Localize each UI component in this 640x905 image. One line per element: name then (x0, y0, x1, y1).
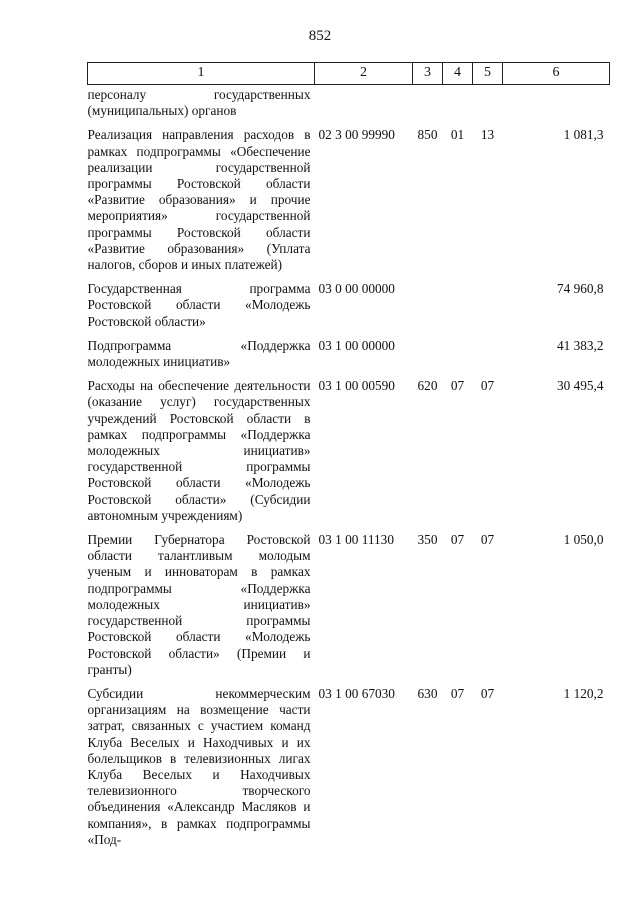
expense-name-cell: Реализация направления расходов в рамках подпрограммы «Обеспечение реализации государственной программы Ростовской области «Развитие образования» и прочие мероприятия» государственной программы Ростовской области «Развитие образования» (Уплата налогов, сборов и иных платежей) (87, 127, 311, 273)
column-header: 6 (503, 63, 610, 85)
amount-cell: 1 120,2 (563, 685, 604, 701)
column-header: 2 (315, 63, 413, 85)
expense-type-cell: 620 (417, 378, 438, 394)
section-cell (443, 338, 473, 378)
section-cell: 07 (450, 378, 465, 394)
subsection-cell: 07 (480, 378, 495, 394)
table-row (88, 378, 610, 532)
table-header-row (88, 63, 610, 85)
target-code-cell: 03 0 00 00000 (318, 281, 395, 297)
column-header: 3 (413, 63, 443, 85)
section-cell: 07 (450, 685, 465, 701)
section-cell: 01 (450, 127, 465, 143)
expense-name-cell: персоналу государственных (муниципальных) органов (87, 87, 311, 119)
subsection-cell (473, 85, 503, 128)
expense-type-cell (413, 85, 443, 128)
expense-name-cell: Субсидии некоммерческим организациям на возмещение части затрат, связанных с участием команд Клуба Веселых и Находчивых и их болельщиков в телевизионных лигах Клуба Веселых и Находчивых телевизионного творческого объединения «Александр Масляков и компания», в рамках подпрограммы «Под- (87, 685, 311, 847)
expense-type-cell: 350 (417, 532, 438, 548)
page-number: 852 (308, 28, 332, 44)
budget-table (87, 62, 610, 856)
target-code-cell: 03 1 00 00000 (318, 337, 395, 353)
target-code-cell (315, 85, 413, 128)
subsection-cell (473, 338, 503, 378)
expense-type-cell (413, 281, 443, 338)
table-row (88, 281, 610, 338)
table-row (88, 532, 610, 686)
section-cell (443, 281, 473, 338)
subsection-cell: 07 (480, 685, 495, 701)
table-row (88, 85, 610, 128)
subsection-cell (473, 281, 503, 338)
expense-name-cell: Государственная программа Ростовской области «Молодежь Ростовской области» (87, 281, 311, 329)
target-code-cell: 02 3 00 99990 (318, 127, 395, 143)
target-code-cell: 03 1 00 67030 (318, 685, 395, 701)
amount-cell: 74 960,8 (556, 281, 604, 297)
expense-name-cell: Премии Губернатора Ростовской области талантливым молодым ученым и инноваторам в рамках подпрограммы «Поддержка молодежных инициатив» государственной программы Ростовской области «Молодежь Ростовской области» (Премии и гранты) (87, 532, 311, 677)
amount-cell: 30 495,4 (556, 378, 604, 394)
amount-cell: 41 383,2 (556, 337, 604, 353)
section-cell: 07 (450, 532, 465, 548)
table-row (88, 127, 610, 281)
amount-cell: 1 081,3 (563, 127, 604, 143)
target-code-cell: 03 1 00 11130 (318, 532, 394, 548)
expense-name-cell: Подпрограмма «Поддержка молодежных инициатив» (87, 337, 311, 370)
subsection-cell: 07 (480, 532, 495, 548)
target-code-cell: 03 1 00 00590 (318, 378, 395, 394)
table-row (88, 338, 610, 378)
amount-cell: 1 050,0 (563, 532, 604, 548)
expense-name-cell: Расходы на обеспечение деятельности (оказание услуг) государственных учреждений Ростовской области в рамках подпрограммы «Поддержка молодежных инициатив» государственной программы Ростовской области «Молодежь Ростовской области» (Субсидии автономным учреждениям) (87, 378, 311, 523)
section-cell (443, 85, 473, 128)
expense-type-cell (413, 338, 443, 378)
expense-type-cell: 850 (417, 127, 438, 143)
column-header: 1 (88, 63, 315, 85)
amount-cell (503, 85, 610, 128)
table-row (88, 686, 610, 856)
column-header: 5 (473, 63, 503, 85)
subsection-cell: 13 (480, 127, 495, 143)
expense-type-cell: 630 (417, 685, 438, 701)
table-body (88, 85, 610, 856)
column-header: 4 (443, 63, 473, 85)
